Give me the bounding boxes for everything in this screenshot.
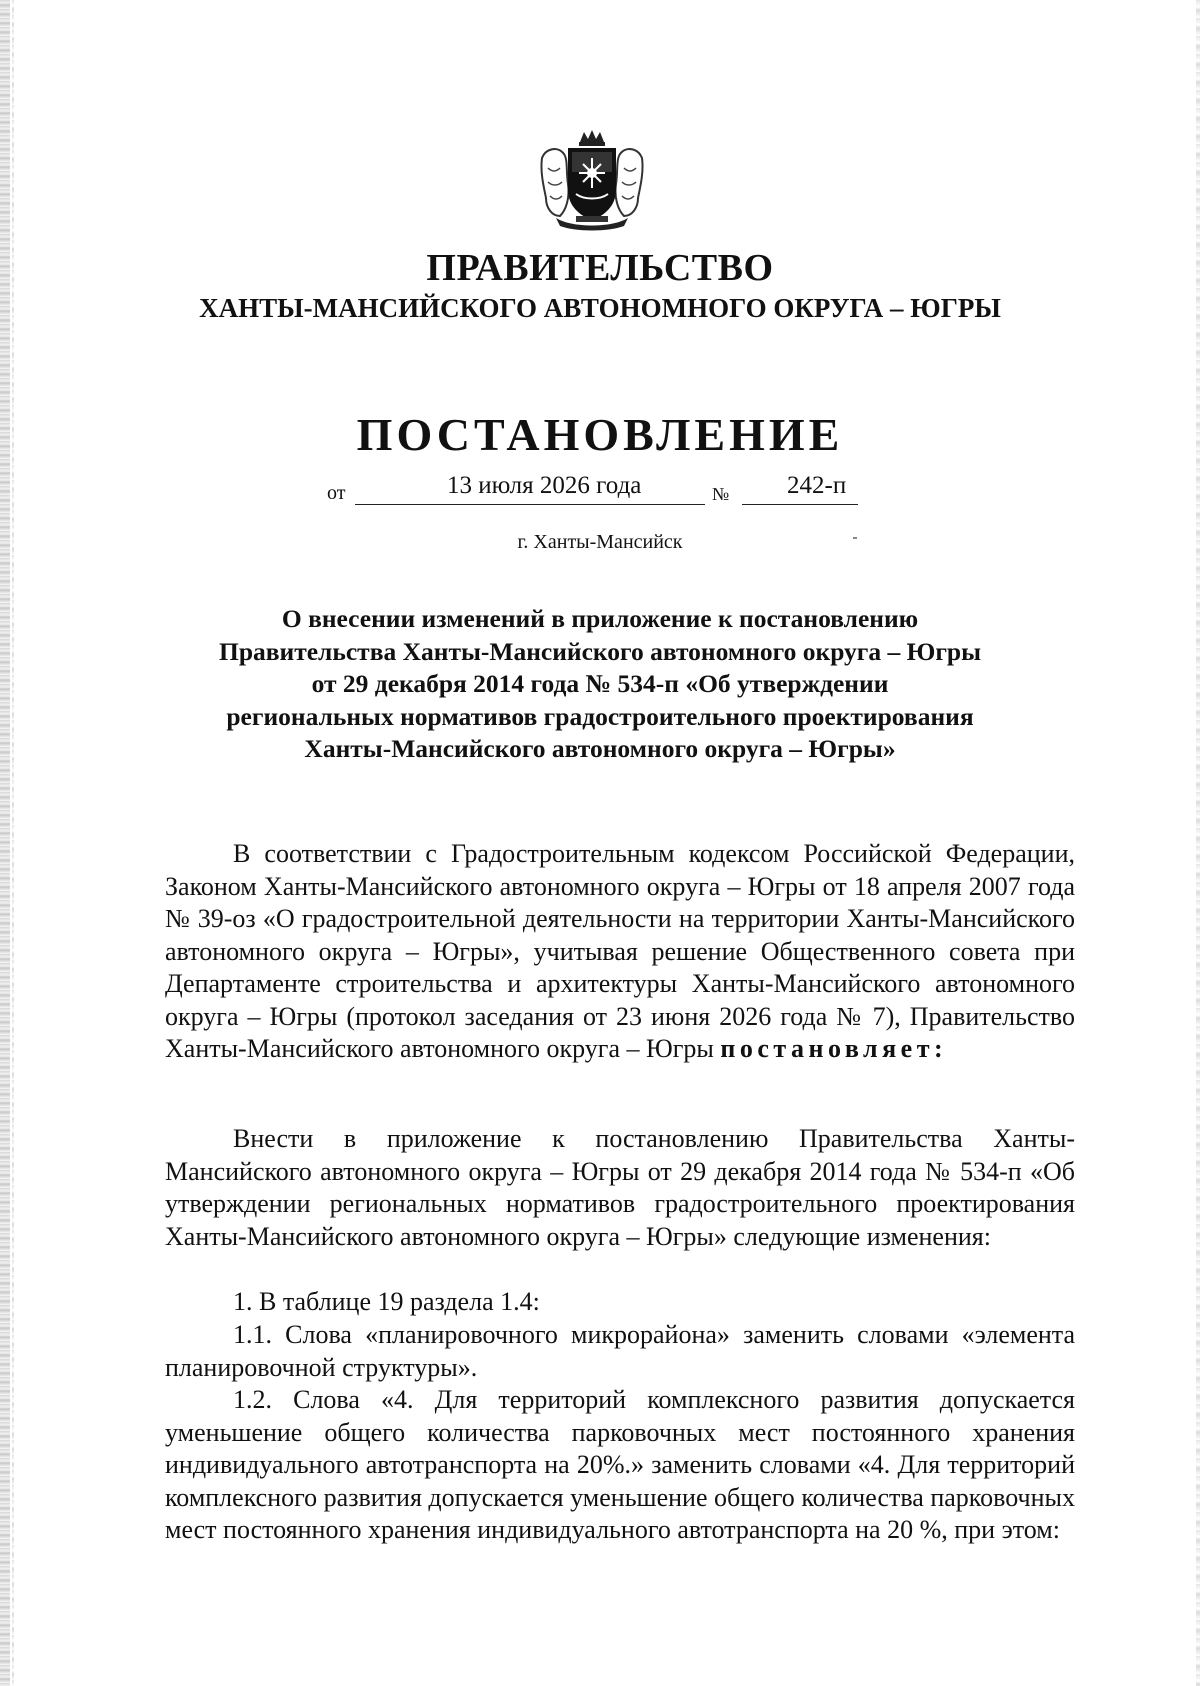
heading-line: региональных нормативов градостроительного проектирования [226, 701, 974, 731]
number-underline [742, 504, 858, 505]
document-number: 242-п [787, 472, 847, 499]
item-1-1-text: 1.1. Слова «планировочного микрорайона» заменить словами «элемента планировочной структуры». [165, 1320, 1075, 1382]
item-1-1 [165, 1319, 1075, 1384]
decree-word: постановляет: [720, 1034, 948, 1063]
region-title: ХАНТЫ-МАНСИЙСКОГО АВТОНОМНОГО ОКРУГА – ЮГРЫ [199, 293, 1001, 323]
item-1-2-text: 1.2. Слова «4. Для территорий комплексного развития допускается уменьшение общего количества парковочных мест постоянного хранения индивидуального автотранспорта на 20%.» заменить словами «4. Для территорий комплексного развития допускается уменьшение общего количества парковочных мест постоянного хранения индивидуального автотранспорта на 20 %, при этом: [165, 1385, 1075, 1544]
preamble-text: В соответствии с Градостроительным кодексом Российской Федерации, Законом Ханты-Мансийского автономного округа – Югры от 18 апреля 2007 года № 39-оз «О градостроительной деятельности на территории Ханты-Мансийского автономного округа – Югры», учитывая решение Общественного совета при Департаменте строительства и архитектуры Ханты-Мансийского автономного округа – Югры (протокол заседания от 23 июня 2026 года № 7), Правительство Ханты-Мансийского автономного округа – Югры [165, 839, 1075, 1063]
amendment-text: Внести в приложение к постановлению Правительства Ханты-Мансийского автономного округа – Югры от 29 декабря 2014 года № 534-п «Об утверждении региональных нормативов градостроительного проектирования Ханты-Мансийского автономного округа – Югры» следующие изменения: [165, 1124, 1075, 1251]
heading-line: Правительства Ханты-Мансийского автономного округа – Югры [218, 636, 981, 666]
document-meta-row [0, 470, 1200, 510]
scan-speck [853, 537, 857, 539]
item-1-2 [165, 1384, 1075, 1547]
date-underline [355, 504, 705, 505]
coat-of-arms-emblem [536, 128, 648, 232]
heading-line: от 29 декабря 2014 года № 534-п «Об утверждении [311, 669, 889, 698]
number-label: № [712, 484, 730, 504]
document-date: 13 июля 2026 года [447, 472, 642, 499]
city: г. Ханты-Мансийск [517, 531, 683, 553]
heading-line: О внесении изменений в приложение к постановлению [281, 604, 919, 633]
amendment-paragraph [165, 1123, 1075, 1253]
document-type: ПОСТАНОВЛЕНИЕ [356, 409, 844, 460]
date-label: от [327, 482, 346, 504]
government-title: ПРАВИТЕЛЬСТВО [426, 247, 774, 289]
document-heading [160, 603, 1040, 766]
item-1 [165, 1286, 1075, 1319]
item-1-text: 1. В таблице 19 раздела 1.4: [233, 1287, 540, 1316]
heading-line: Ханты-Мансийского автономного округа – Югры» [304, 734, 896, 763]
preamble-paragraph [165, 838, 1075, 1066]
